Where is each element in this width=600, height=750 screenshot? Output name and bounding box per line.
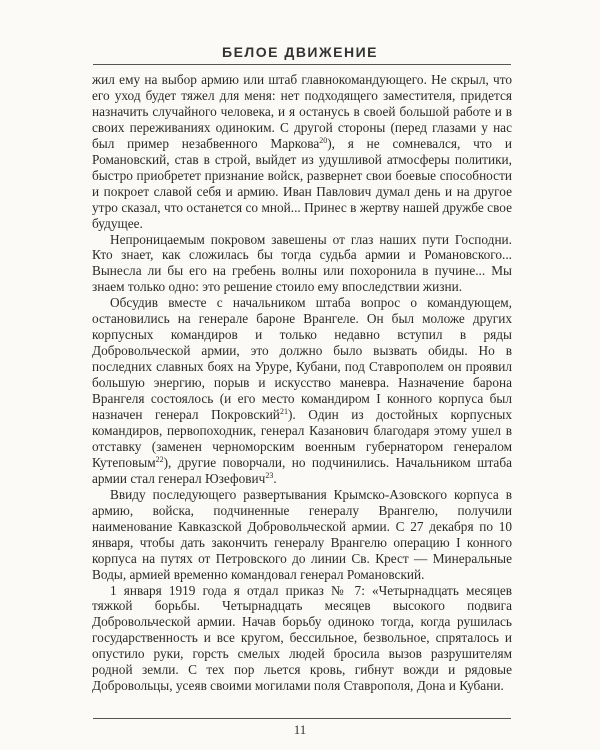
paragraph: 1 января 1919 года я отдал приказ № 7: «Четырнадцать месяцев тяжкой борьбы. Четырнадцать месяцев высокого подвига Добровольческой армии. Начав борьбу одиноко тогда, когда рушилась государственность и все кругом, бессильное, безвольное, спряталось и опустило руки, горсть смелых людей бросила вызов разрушителям родной земли. С тех пор льется кровь, гибнут вожди и рядовые Добровольцы, усеяв своими могилами поля Ставрополя, Дона и Кубани. bbox=[92, 582, 512, 694]
running-header: БЕЛОЕ ДВИЖЕНИЕ bbox=[222, 44, 378, 60]
footnote-ref: 23 bbox=[265, 470, 274, 480]
paragraph: Непроницаемым покровом завешены от глаз наших пути Господни. Кто знает, как сложилась бы тогда судьба армии и Романовского... Вынесла ли бы его на гребень волны или похоронила в пучине... Мы знаем только одно: это решение стоило ему впоследствии жизни. bbox=[92, 231, 512, 295]
footer-rule bbox=[93, 718, 511, 719]
footnote-ref: 22 bbox=[155, 454, 164, 464]
paragraph: Ввиду последующего развертывания Крымско-Азовского корпуса в армию, войска, подчиненные генералу Врангелю, получили наименование Кавказской Добровольческой армии. С 27 декабря по 10 января, чтобы дать закончить генералу Врангелю операцию I конного корпуса на путях от Петровского до линии Св. Крест — Минеральные Воды, армией временно командовал генерал Романовский. bbox=[92, 486, 512, 582]
paragraph: жил ему на выбор армию или штаб главнокомандующего. Не скрыл, что его уход будет тяжел для меня: нет подходящего заместителя, придется назначить случайного человека, и я останусь в своей большой работе и в своих переживаниях одиноким. С другой стороны (перед глазами у нас был пример незабвенного Маркова$^{20}$), я не сомневался, что и Романовский, став в строй, выйдет из удушливой атмосферы политики, быстро приобретет признание войск, развернет свои боевые способности и покроет славой себя и армию. Иван Павлович думал день и на другое утро сказал, что останется со мной... Принес в жертву нашей дружбе свое будущее. bbox=[92, 72, 512, 231]
footnote-ref: 20 bbox=[319, 135, 328, 145]
page-number: 11 bbox=[293, 722, 307, 737]
footnote-ref: 21 bbox=[279, 407, 288, 417]
header-rule bbox=[93, 64, 511, 65]
body-text bbox=[92, 72, 512, 694]
paragraph: Обсудив вместе с начальником штаба вопрос о командующем, остановились на генерале бароне Врангеле. Он был моложе других корпусных командиров и только недавно вступил в ряды Добровольческой армии, это должно было вызвать обиды. Но в последних славных боях на Уруре, Кубани, под Ставрополем он проявил большую энергию, порыв и искусство маневра. Назначение барона Врангеля состоялось (и его место командиром I конного корпуса был назначен генерал Покровский$^{21}$). Один из достойных корпусных командиров, первопоходник, генерал Казанович благодаря этому ушел в отставку (заменен черноморским военным губернатором генералом Кутеповым$^{22}$), другие поворчали, но подчинились. Начальником штаба армии стал генерал Юзефович$^{23}$. bbox=[92, 295, 512, 486]
